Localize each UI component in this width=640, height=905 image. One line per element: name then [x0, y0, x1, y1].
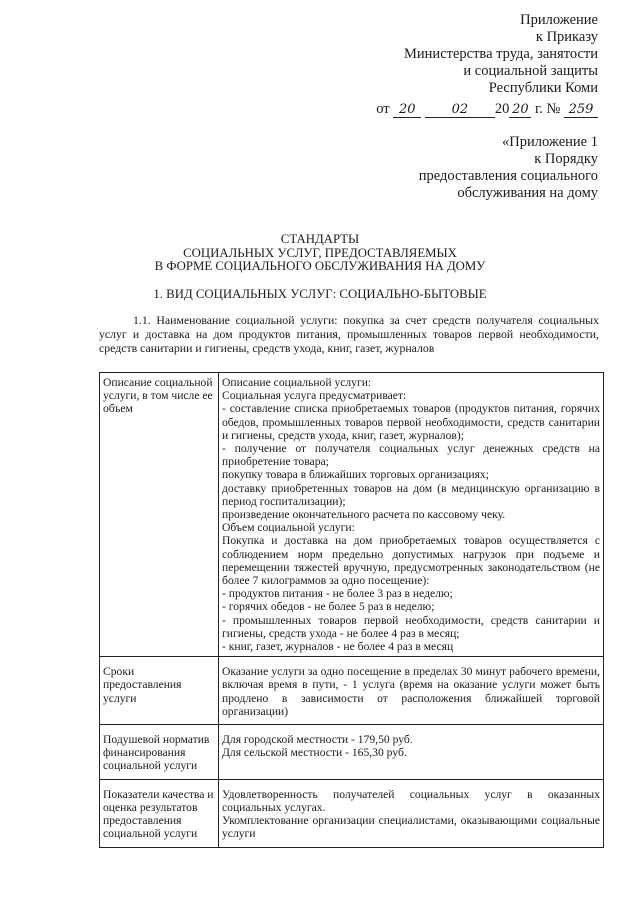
table-row	[100, 657, 604, 725]
date-year-label: г. №	[534, 101, 561, 117]
header-line: к Приказу	[535, 29, 598, 45]
section-heading: 1. ВИД СОЦИАЛЬНЫХ УСЛУГ: СОЦИАЛЬНО-БЫТОВЫЕ	[153, 287, 487, 301]
table-row	[100, 373, 604, 657]
date-prefix: от	[376, 101, 390, 117]
date-month: 02	[451, 102, 469, 117]
intro-paragraph: 1.1. Наименование социальной услуги: покупка за счет средств получателя социальных услуг и доставка на дом продуктов питания, промышленных товаров первой необходимости, средств санитарии и гигиены, средств ухода, книг, газет, журналов	[99, 313, 599, 355]
header-line: Приложение	[520, 12, 598, 28]
appendix-line: к Порядку	[534, 151, 598, 167]
header-line: Министерства труда, занятости	[404, 46, 598, 62]
header-line: Республики Коми	[488, 80, 598, 96]
row-content: Удовлетворенность получателей социальных услуг в оказанных социальных услугах. Укомплектование организации специалистами, оказывающими социальные услуги	[219, 779, 604, 847]
header-line: и социальной защиты	[463, 63, 598, 79]
row-content: Для городской местности - 179,50 руб. Для сельской местности - 165,30 руб.	[219, 725, 604, 780]
date-year-prefix: 20	[494, 101, 510, 117]
date-year-suffix: 20	[512, 102, 529, 117]
row-label: Описание социальной услуги, в том числе ее объем	[100, 373, 219, 657]
title-line: СТАНДАРТЫ	[280, 232, 360, 246]
order-number: 259	[568, 102, 594, 117]
appendix-header	[419, 134, 598, 202]
row-content: Описание социальной услуги: Социальная услуга предусматривает: - составление списка приобретаемых товаров (продуктов питания, горячих обедов, промышленных товаров первой необходимости, средств санитарии и гигиены, средств ухода, книг, газет, журналов); - получение от получателя социальных услуг денежных средств на приобретение товара; покупку товара в ближайших торговых организациях; доставку приобретенных товаров на дом (в медицинскую организацию в период госпитализации); произведение окончательного расчета по кассовому чеку. Объем социальной услуги: Покупка и доставка на дом приобретаемых товаров осуществляется с соблюдением норм предельно допустимых нагрузок при подъеме и перемещении тяжестей вручную, предусмотренных законодательством (не более 7 килограммов за одно посещение): - продуктов питания - не более 3 раз в неделю; - горячих обедов - не более 5 раз в неделю; - промышленных товаров первой необходимости, средств санитарии и гигиены, средств ухода - не более 4 раз в месяц; - книг, газет, журналов - не более 4 раз в месяц	[219, 373, 604, 657]
appendix-line: «Приложение 1	[502, 134, 598, 150]
row-label: Сроки предоставления услуги	[100, 657, 219, 725]
title-line: В ФОРМЕ СОЦИАЛЬНОГО ОБСЛУЖИВАНИЯ НА ДОМУ	[154, 259, 486, 273]
row-label: Подушевой норматив финансирования социальной услуги	[100, 725, 219, 780]
order-date-line	[376, 101, 598, 118]
document-title	[0, 233, 640, 274]
row-label: Показатели качества и оценка результатов предоставления социальной услуги	[100, 779, 219, 847]
appendix-line: предоставления социального	[418, 168, 598, 184]
row-content: Оказание услуги за одно посещение в пределах 30 минут рабочего времени, включая время в пути, - 1 услуга (время на оказание услуги может быть продлено в зависимости от расположения ближайшей торговой организации)	[219, 657, 604, 725]
standards-table	[99, 372, 604, 848]
date-day: 20	[398, 102, 416, 117]
table-row	[100, 779, 604, 847]
approval-header	[376, 12, 598, 118]
appendix-line: обслуживания на дому	[457, 185, 598, 201]
title-line: СОЦИАЛЬНЫХ УСЛУГ, ПРЕДОСТАВЛЯЕМЫХ	[183, 245, 457, 260]
table-row	[100, 725, 604, 780]
